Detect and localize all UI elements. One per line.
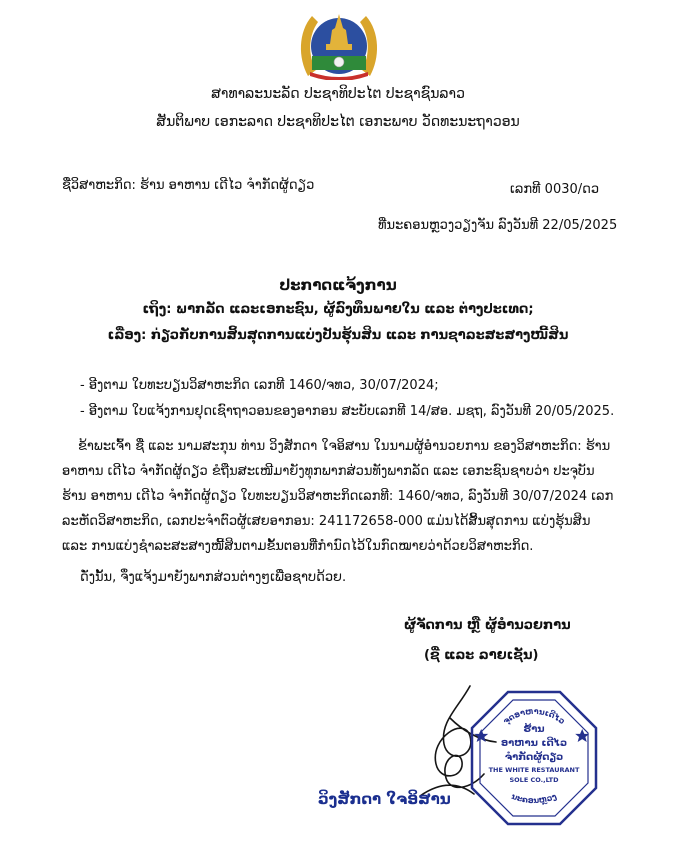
national-motto: ສັນຕິພາບ ເອກະລາດ ປະຊາທິປະໄຕ ເອກະພາບ ວັດທະນະຖາວອນ — [156, 114, 520, 130]
svg-text:ນະຄອນຫຼວງ — [510, 792, 558, 806]
company-stamp — [468, 688, 600, 828]
place-and-date: ທີ່ນະຄອນຫຼວງວຽງຈັນ ລົງວັນທີ 22/05/2025 — [378, 218, 618, 233]
stamp-english-line: SOLE CO.,LTD — [509, 776, 559, 784]
closing-line: ດັ່ງນັ້ນ, ຈຶ່ງແຈ້ງມາຍັງພາກສ່ວນຕ່າງໆເພື່ອຊາບດ້ວຍ. — [80, 570, 347, 585]
stamp-english-line: THE WHITE RESTAURANT — [488, 766, 580, 774]
republic-heading: ສາທາລະນະລັດ ປະຊາທິປະໄຕ ປະຊາຊົນລາວ — [211, 86, 465, 102]
stamp-line: ຮ້ານ — [523, 724, 545, 735]
reference-item: - ອີງຕາມ ໃບທະບຽນວິສາຫະກິດ ເລກທີ 1460/ຈທວ, 30/07/2024; — [80, 378, 439, 393]
signer-name: ວິງສັກດາ ໃຈອິສານ — [318, 790, 451, 808]
signer-note: (ຊື່ ແລະ ລາຍເຊັນ) — [424, 648, 539, 663]
recipients-line: ເຖິງ: ພາກລັດ ແລະເອກະຊົນ, ຜູ້ລົງທຶນພາຍໃນ ແລະ ຕ່າງປະເທດ; — [142, 302, 534, 317]
lao-national-emblem-icon — [296, 6, 382, 80]
signer-title: ຜູ້ຈັດການ ຫຼື ຜູ້ອຳນວຍການ — [404, 618, 571, 633]
body-paragraph: ຂ້າພະເຈົ້າ ຊື່ ແລະ ນາມສະກຸນ ທ່ານ ວິງສັກດາ ໃຈອິສານ ໃນນາມຜູ້ອຳນວຍການ ຂອງວິສາຫະກິດ: ຮ້ານ ອາຫານ ເດີໄວ ຈຳກັດຜູ້ດຽວ ຂໍຖືນສະເໜີມາຍັງທຸກພາກສ່ວນທັງພາກລັດ ແລະ ເອກະຊົນຊາບວ່າ ປະຈຸບັນ ຮ້ານ ອາຫານ ເດີໄວ ຈຳກັດຜູ້ດຽວ ໃບທະບຽນວິສາຫະກິດເລກທີ: 1460/ຈທວ, ລົງວັນທີ 30/07/2024 ເລກລະຫັດວິສາຫະກິດ, ເລກປະຈຳຕົວຜູ້ເສຍອາກອນ: 241172658-000 ແມ່ນໄດ້ສິ້ນສຸດການ ແບ່ງຮຸ້ນສິນ ແລະ ການແບ່ງຊຳລະສະສາງໜີ້ສິນຕາມຂັ້ນຕອນທີ່ກຳນົດໄວ້ໃນກົດໝາຍວ່າດ້ວຍວິສາຫະກິດ. — [62, 439, 614, 554]
stamp-line: ອາຫານ ເດີໄວ — [500, 738, 568, 749]
reference-item: - ອີງຕາມ ໃບແຈ້ງການຢຸດເຊົາຖາວອນຂອງອາກອນ ສະບັບເລກທີ 14/ສອ. ມຊຖ, ລົງວັນທີ 20/05/2025. — [80, 404, 615, 419]
company-name: ຊື່ວິສາຫະກິດ: ຮ້ານ ອາຫານ ເດີໄວ ຈຳກັດຜູ້ດຽວ — [62, 178, 315, 193]
stamp-arc-top: ຈຸດອາຫານເດີໄວ — [501, 706, 567, 726]
stamp-arc-bottom: ນະຄອນຫຼວງ — [510, 791, 558, 806]
star-icon — [474, 729, 488, 742]
document-number: ເລກທີ 0030/ດວ — [510, 182, 600, 197]
notice-title: ປະກາດແຈ້ງການ — [279, 276, 397, 294]
subject-line: ເລື່ອງ: ກ່ຽວກັບການສິ້ນສຸດການແບ່ງປັນຮຸ້ນສິນ ແລະ ການຊາລະສະສາງໜີ້ສິນ — [107, 328, 569, 343]
stamp-line: ຈຳກັດຜູ້ດຽວ — [504, 752, 564, 763]
star-icon — [575, 729, 589, 742]
